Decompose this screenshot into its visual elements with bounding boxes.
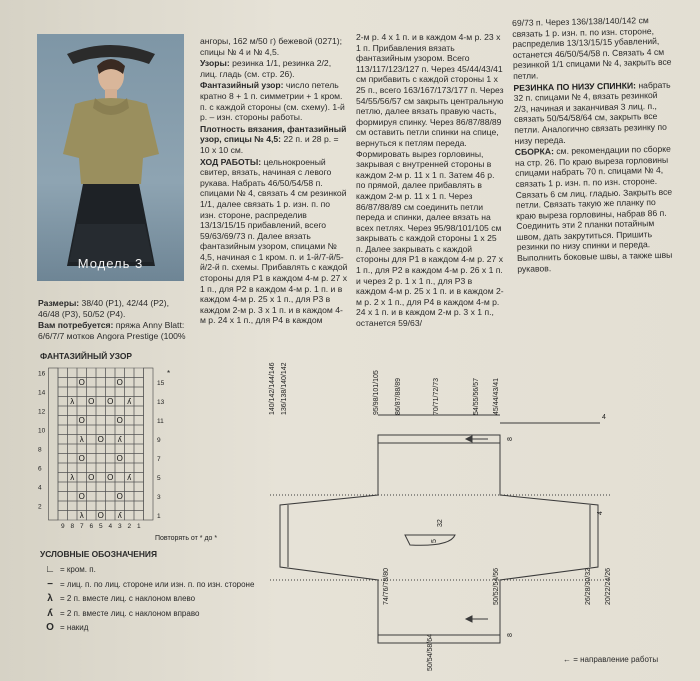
chart-cell xyxy=(68,425,78,435)
text-column-3 xyxy=(356,32,504,330)
chart-cell xyxy=(68,387,78,397)
chart-cell xyxy=(134,511,144,521)
chart-cell xyxy=(87,387,97,397)
chart-cell xyxy=(96,463,106,473)
chart-cell xyxy=(87,416,97,426)
chart-cell xyxy=(68,492,78,502)
text-column-4 xyxy=(512,15,677,276)
chart-cell xyxy=(87,463,97,473)
bottom-dimension-label: 50/54/58/64 xyxy=(427,634,434,671)
legend-text: = 2 п. вместе лиц. с наклоном вправо xyxy=(60,608,200,618)
stitch-mark: O xyxy=(116,378,123,387)
chart-cell xyxy=(96,378,106,388)
chart-cell xyxy=(68,435,78,445)
work-label: ХОД РАБОТЫ: xyxy=(200,156,262,167)
chart-cell xyxy=(106,444,116,454)
text-column-2 xyxy=(200,36,348,327)
chart-cell xyxy=(87,368,97,378)
small-dimension-label: 4 xyxy=(597,511,604,515)
chart-cell xyxy=(106,406,116,416)
k2tog-left-icon: λ xyxy=(47,593,53,604)
yarn-text: ангоры, 162 м/50 г) бежевой (0271); спицы № 4 и № 4,5. xyxy=(200,36,343,57)
chart-cell xyxy=(58,397,68,407)
chart-cell xyxy=(125,511,135,521)
chart-cell xyxy=(77,482,87,492)
legend-item-edge xyxy=(40,563,254,578)
chart-cell xyxy=(58,435,68,445)
chart-cell xyxy=(68,444,78,454)
edge-column-left xyxy=(49,368,59,520)
legend-text: = 2 п. вместе лиц. с наклоном влево xyxy=(60,594,196,603)
stitch-mark: O xyxy=(78,378,85,387)
column-number: 8 xyxy=(70,523,75,530)
chart-cell xyxy=(106,511,116,521)
chart-cell xyxy=(115,387,125,397)
chart-cell xyxy=(58,492,68,502)
row-number-left: 8 xyxy=(38,446,42,454)
chart-cell xyxy=(77,473,87,483)
chart-cell xyxy=(134,501,144,511)
chart-cell xyxy=(87,378,97,388)
row-number-left: 6 xyxy=(38,465,42,473)
knit-stitch-icon: − xyxy=(47,578,53,590)
chart-cell xyxy=(125,463,135,473)
stitch-mark: ʎ xyxy=(117,435,122,444)
chart-cell xyxy=(68,511,78,521)
stitch-mark: O xyxy=(107,473,114,482)
chart-cell xyxy=(115,463,125,473)
legend-item-yarnover xyxy=(40,621,254,636)
row-number-right: 15 xyxy=(157,380,165,387)
chart-cell xyxy=(134,492,144,502)
column-number: 6 xyxy=(89,523,94,530)
chart-cell xyxy=(125,406,135,416)
legend xyxy=(40,563,254,636)
row-number-right: 9 xyxy=(157,437,161,444)
chart-cell xyxy=(87,511,97,521)
chart-cell xyxy=(68,406,78,416)
stitch-mark: O xyxy=(88,397,95,406)
chart-cell xyxy=(58,473,68,483)
column-number: 3 xyxy=(117,523,122,530)
stitch-mark: O xyxy=(116,454,123,463)
knitting-chart xyxy=(30,362,230,542)
legend-text: = кром. п. xyxy=(60,565,96,574)
top-dimension-label: 70/71/72/73 xyxy=(433,378,440,415)
chart-cell xyxy=(106,416,116,426)
row-number-right: 13 xyxy=(157,399,165,406)
column-number: 1 xyxy=(136,523,141,530)
chart-cell xyxy=(134,473,144,483)
chart-cell xyxy=(68,482,78,492)
chart-cell xyxy=(77,444,87,454)
edge-column-right xyxy=(144,368,154,520)
chart-cell xyxy=(134,435,144,445)
chart-cell xyxy=(87,492,97,502)
stitch-mark: O xyxy=(78,454,85,463)
top-dimension-label: 95/98/101/105 xyxy=(373,370,380,415)
chart-cell xyxy=(134,368,144,378)
chart-cell xyxy=(87,425,97,435)
legend-text: = лиц. п. по лиц. стороне или изн. п. по изн. стороне xyxy=(60,579,255,589)
chart-cell xyxy=(87,444,97,454)
chart-cell xyxy=(125,368,135,378)
chart-cell xyxy=(87,501,97,511)
chart-cell xyxy=(115,397,125,407)
yarnover-icon: O xyxy=(46,622,54,633)
chart-cell xyxy=(134,444,144,454)
density-text: 22 п. и 28 р. = 10 х 10 см. xyxy=(200,134,339,155)
stitch-mark: λ xyxy=(79,511,84,520)
chart-cell xyxy=(106,492,116,502)
chart-cell xyxy=(58,416,68,426)
chart-cell xyxy=(134,425,144,435)
chart-cell xyxy=(134,463,144,473)
chart-cell xyxy=(96,425,106,435)
side-dimension-label: 50/52/54/56 xyxy=(493,568,500,605)
repeat-note: Повторять от * до * xyxy=(155,535,218,542)
chart-cell xyxy=(106,425,116,435)
k2tog-right-icon: ʎ xyxy=(47,607,53,619)
chart-cell xyxy=(87,454,97,464)
need-text: пряжа Anny Blatt: 6/6/7/7 мотков Angora Prestige (100% xyxy=(38,320,186,341)
top-dimension-label: 86/87/88/89 xyxy=(395,378,402,415)
chart-cell xyxy=(115,444,125,454)
garment-outline xyxy=(280,435,598,643)
chart-cell xyxy=(125,425,135,435)
row-number-left: 12 xyxy=(38,408,46,416)
chart-cell xyxy=(68,501,78,511)
chart-cell xyxy=(134,482,144,492)
garment-schematic xyxy=(250,355,680,675)
column-number: 7 xyxy=(79,523,84,530)
assembly-text: см. рекомендации по сборке на стр. 26. По краю выреза горловины спицами набрать 70 п. спицами № 4, связать 1 р. изн. п. по изн. стороне. Связать 6 см лиц. гладью. Закрыть все петли. Связать такую же планку по краю выреза горловины, набрав 86 п. Соединить эти 2 планки потайным швом, дать закрутиться. Пришить резинки по низу спинки и переда. Выполнить боковые швы, а также швы рукавов. xyxy=(514,143,673,274)
direction-arrows xyxy=(466,436,488,622)
schematic-labels xyxy=(269,362,612,671)
chart-cell xyxy=(106,368,116,378)
row-number-left: 2 xyxy=(38,503,42,511)
chart-cell xyxy=(115,482,125,492)
chart-cell xyxy=(134,406,144,416)
stitch-mark: O xyxy=(116,492,123,501)
rib-text: набрать 32 п. спицами № 4, вязать резинкой 2/3, начиная и заканчивая 3 лиц. п., связать 50/54/58/64 см, закрыть все петли. Аналогично связать резинку по низу переда. xyxy=(513,79,671,146)
chart-cell xyxy=(96,387,106,397)
top-dimension-label: 45/44/43/41 xyxy=(493,378,500,415)
chart-grid xyxy=(38,368,217,542)
stitch-mark: O xyxy=(78,492,85,501)
chart-cell xyxy=(125,416,135,426)
chart-cell xyxy=(96,397,106,407)
stitch-mark: O xyxy=(97,511,104,520)
fancy-text: число петель кратно 8 + 1 п. симметрии + 1 кром. п. с каждой стороны (см. схему). 1-й р. – изн. стороны работы. xyxy=(200,80,345,123)
chart-cell xyxy=(106,378,116,388)
chart-cell xyxy=(125,492,135,502)
stitch-mark: ʎ xyxy=(127,473,132,482)
stitch-mark: ʎ xyxy=(127,397,132,406)
chart-cell xyxy=(125,482,135,492)
chart-cell xyxy=(58,378,68,388)
chart-cell xyxy=(58,406,68,416)
chart-cell xyxy=(134,416,144,426)
chart-cell xyxy=(134,454,144,464)
sizes-label: Размеры: xyxy=(38,298,80,308)
density-label: Плотность вязания, фантазийный узор, спицы № 4,5: xyxy=(200,123,347,145)
chart-cell xyxy=(96,416,106,426)
chart-cell xyxy=(58,444,68,454)
chart-cell xyxy=(77,397,87,407)
chart-cell xyxy=(58,463,68,473)
chart-cell xyxy=(58,454,68,464)
stitch-mark: O xyxy=(88,473,95,482)
chart-cell xyxy=(125,501,135,511)
chart-cell xyxy=(115,501,125,511)
chart-cell xyxy=(125,454,135,464)
chart-cell xyxy=(106,387,116,397)
chart-cell xyxy=(96,444,106,454)
chart-cell xyxy=(115,425,125,435)
stitch-mark: O xyxy=(78,416,85,425)
side-dimension-label: 26/28/30/32 xyxy=(585,568,592,605)
chart-cell xyxy=(106,454,116,464)
column-number: 9 xyxy=(60,523,65,530)
chart-cell xyxy=(96,501,106,511)
need-label: Вам потребуется: xyxy=(38,320,114,331)
fancy-label: Фантазийный узор: xyxy=(200,80,284,91)
small-dimension-label: 5 xyxy=(431,539,438,543)
row-number-right: 1 xyxy=(157,513,161,520)
row-number-left: 10 xyxy=(38,427,46,435)
legend-item-left xyxy=(40,592,254,607)
side-dimension-label: 20/22/24/26 xyxy=(605,568,612,605)
chart-cell xyxy=(134,378,144,388)
chart-cell xyxy=(77,501,87,511)
chart-cell xyxy=(125,444,135,454)
chart-cell xyxy=(96,473,106,483)
column-number: 2 xyxy=(127,523,132,530)
work-text: цельнокроеный свитер, вязать, начиная с левого рукава. Набрать 46/50/54/58 п. спицами № 4, связать 4 см резинкой 1/1, далее связать 1 р. изн. п. по изн. стороне, распределив 13/13/15/15 прибавлений, всего 59/63/69/73 п. Далее вязать фантазийным узором, спицами № 4,5, начиная с 1 кром. п. и 1-й/7-й/5-й/2-й п. схемы. Прибавлять с каждой стороны для Р1 в каждом 4-м р. 27 х 1 п., для Р2 в каждом 4-м р. 1 п. и в каждом 4-м р. 25 х 1 п., для Р3 в каждом 2-м р. 3 х 1 п. и в каждом 4-м р. 24 х 1 п., для Р4 в каждом xyxy=(200,156,348,326)
chart-cell xyxy=(77,387,87,397)
chart-cell xyxy=(96,368,106,378)
model-photo xyxy=(37,34,184,281)
chart-cell xyxy=(58,425,68,435)
chart-cell xyxy=(115,368,125,378)
chart-cell xyxy=(77,463,87,473)
stitch-mark: O xyxy=(107,397,114,406)
neck-opening xyxy=(405,535,455,545)
chart-cell xyxy=(115,406,125,416)
top-dimension-label: 136/138/140/142 xyxy=(281,362,288,415)
rib-label: РЕЗИНКА ПО НИЗУ СПИНКИ: xyxy=(513,79,637,93)
chart-cell xyxy=(68,416,78,426)
chart-cell xyxy=(96,492,106,502)
chart-cell xyxy=(106,435,116,445)
side-dimension-label: 74/76/78/80 xyxy=(383,568,390,605)
legend-item-right xyxy=(40,607,254,622)
stitch-mark: O xyxy=(116,416,123,425)
patterns-text: резинка 1/1, резинка 2/2, лиц. гладь (см. стр. 26). xyxy=(200,58,332,79)
small-dimension-label: 8 xyxy=(507,437,514,441)
row-number-right: 5 xyxy=(157,475,161,482)
stitch-mark: λ xyxy=(70,473,75,482)
chart-cell xyxy=(106,482,116,492)
stitch-mark: λ xyxy=(79,435,84,444)
chart-cell xyxy=(125,435,135,445)
chart-cell xyxy=(96,454,106,464)
chart-cell xyxy=(87,406,97,416)
row-number-left: 16 xyxy=(38,370,46,378)
chart-cell xyxy=(68,378,78,388)
assembly-label: СБОРКА: xyxy=(514,146,555,158)
row-number-right: 3 xyxy=(157,494,161,501)
top-dimension-label: 54/55/56/57 xyxy=(473,378,480,415)
chart-cell xyxy=(134,397,144,407)
row-number-right: 7 xyxy=(157,456,161,463)
chart-cell xyxy=(58,501,68,511)
stitch-mark: ʎ xyxy=(117,511,122,520)
row-number-left: 14 xyxy=(38,389,46,397)
model-illustration xyxy=(37,34,184,281)
chart-cell xyxy=(77,368,87,378)
sizes-text: 38/40 (Р1), 42/44 (Р2), 46/48 (Р3), 50/52 (Р4). xyxy=(38,298,169,319)
chart-cell xyxy=(106,463,116,473)
chart-cell xyxy=(125,378,135,388)
row-number-right: 11 xyxy=(157,418,164,425)
chart-cell xyxy=(106,501,116,511)
chart-cell xyxy=(87,482,97,492)
chart-cell xyxy=(77,425,87,435)
small-dimension-label: 32 xyxy=(437,519,444,527)
chart-cell xyxy=(87,435,97,445)
legend-item-knit xyxy=(40,578,254,593)
stitch-mark: λ xyxy=(70,397,75,406)
materials-block xyxy=(38,298,188,342)
chart-cell xyxy=(96,482,106,492)
chart-cell xyxy=(58,368,68,378)
patterns-label: Узоры: xyxy=(200,58,230,69)
chart-title: ФАНТАЗИЙНЫЙ УЗОР xyxy=(40,351,132,361)
repeat-star: * xyxy=(167,369,171,378)
small-dimension-label: 4 xyxy=(602,414,606,421)
chart-cell xyxy=(77,406,87,416)
chart-cell xyxy=(68,368,78,378)
chart-cell xyxy=(58,482,68,492)
legend-title: УСЛОВНЫЕ ОБОЗНАЧЕНИЯ xyxy=(40,549,157,559)
chart-cell xyxy=(134,387,144,397)
stitch-mark: O xyxy=(97,435,104,444)
chart-cell xyxy=(96,406,106,416)
col4-text: 69/73 п. Через 136/138/140/142 см связать 1 р. изн. п. по изн. стороне, распределив 13/13/15/15 убавлений, останется 46/50/54/58 п. Связать 4 см резинкой 1/1 спицами № 4, закрыть все петли. xyxy=(512,15,672,81)
chart-cell xyxy=(58,511,68,521)
chart-cell xyxy=(68,463,78,473)
legend-text: = накид xyxy=(60,623,89,632)
col3-text: 2-м р. 4 х 1 п. и в каждом 4-м р. 23 х 1 п. Прибавления вязать фантазийным узором. Всего 113/117/123/127 п. Через 45/44/43/41 см прибавить с каждой стороны 1 х 25 п., всего 163/167/173/177 п. Через 54/55/56/57 см закрыть центральную петлю, далее вязать правую часть, формируя спинку. Через 86/87/88/89 см оставить петли спинки на спице, вернуться к петлям переда. Формировать вырез горловины, закрывая с внутренней стороны в каждом 2-м р. 11 х 1 п. Затем 46 р. по прямой, далее прибавлять в каждом 2-м р. 11 х 1 п. Через 86/87/88/89 см соединить петли переда и спинки, далее вязать на всех петлях. Через 95/98/101/105 см закрывать с каждой стороны 1 х 25 п. Далее закрывать с каждой стороны для Р1 в каждом 4-м р. 27 х 1 п., для Р2 в каждом 4-м р. 26 х 1 п. и через 2 р. 1 х 1 п., для Р3 в каждом 4-м р. 25 х 1 п. и в каждом 2-м р. 2 х 1 п., для Р4 в каждом 4-м р. 24 х 1 п. и в каждом 2-м р. 3 х 1 п., останется 59/63/ xyxy=(356,32,504,329)
column-number: 5 xyxy=(98,523,103,530)
direction-note: ← = направление работы xyxy=(563,655,659,664)
chart-cell xyxy=(125,387,135,397)
edge-stitch-icon: ∟ xyxy=(45,564,55,575)
model-caption: Модель 3 xyxy=(77,256,144,271)
column-number: 4 xyxy=(108,523,113,530)
chart-cell xyxy=(115,473,125,483)
row-number-left: 4 xyxy=(38,484,42,492)
top-dimension-label: 140/142/144/146 xyxy=(269,362,276,415)
chart-cell xyxy=(68,454,78,464)
small-dimension-label: 8 xyxy=(507,633,514,637)
chart-cell xyxy=(58,387,68,397)
